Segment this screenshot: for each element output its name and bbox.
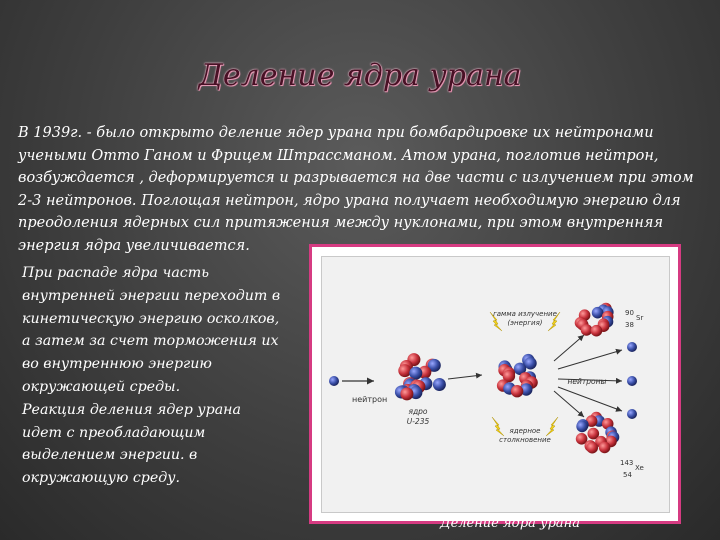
- emitted-neutrons: [627, 342, 637, 419]
- arrow-to-compound: [448, 375, 482, 379]
- xe-mass-number: 143: [620, 459, 634, 467]
- proton-ball: [581, 324, 593, 336]
- sr-atomic-number: 38: [625, 321, 634, 329]
- collision-label-2: столкновение: [499, 436, 551, 444]
- neutron-ball: [524, 357, 536, 369]
- neutron-ball: [592, 307, 604, 319]
- neutron-ball: [576, 421, 588, 433]
- proton-ball: [398, 364, 411, 377]
- compound-nucleus: [497, 354, 538, 398]
- gamma-energy-label: (энергия): [507, 319, 543, 327]
- strontium-fragment: [575, 303, 614, 337]
- proton-ball: [599, 442, 611, 454]
- proton-ball: [511, 385, 523, 397]
- incoming-neutron: [329, 376, 374, 386]
- sr-symbol: Sr: [636, 314, 644, 322]
- side-text: [22, 262, 284, 490]
- figure-caption: Деление ядра урана: [440, 516, 580, 531]
- fission-diagram: [322, 257, 669, 512]
- gamma-label: гамма излучение: [493, 310, 557, 318]
- proton-ball: [586, 442, 598, 454]
- slide-title: Деление ядра урана: [198, 58, 522, 93]
- xe-symbol: Xe: [635, 464, 644, 472]
- collision-label: ядерное: [509, 427, 541, 435]
- neutrons-label: нейтроны: [567, 377, 607, 386]
- fission-figure: [321, 256, 670, 513]
- xenon-fragment: [576, 412, 620, 454]
- intro-paragraph: В 1939г. - было открыто деление ядер урана при бомбардировке их нейтронами учеными Отто Ганом и Фрицем Штрассманом. Атом урана, поглотив нейтрон, возбуждается , деформируется и разрывается на две части с излучением при этом 2-3 нейтронов. Поглощая нейтрон, ядро урана получает необходимую энергию для преодоления ядерных сил притяжения между нуклонами, при этом внутренняя энергия ядра увеличивается.: [18, 125, 694, 254]
- product-arrows: [554, 335, 622, 417]
- u235-nucleus: [395, 353, 446, 400]
- sr-mass-number: 90: [625, 309, 634, 317]
- neutron-label: нейтрон: [352, 395, 388, 404]
- fission-figure-frame: [309, 244, 681, 524]
- nucleus-label: ядро: [408, 407, 428, 416]
- side-paragraph-2: Реакция деления ядер урана идет с преобладающим выделением энергии. в окружающую среду.: [22, 401, 241, 487]
- proton-ball: [591, 325, 603, 337]
- xe-atomic-number: 54: [623, 471, 632, 479]
- proton-ball: [400, 387, 413, 400]
- neutron-ball: [433, 378, 446, 391]
- nucleus-isotope-label: U-235: [406, 417, 430, 426]
- side-paragraph-1: При распаде ядра часть внутренней энергии переходит в кинетическую энергию осколков, а затем за счет торможения их во внутреннюю энергию окружающей среды.: [22, 265, 281, 395]
